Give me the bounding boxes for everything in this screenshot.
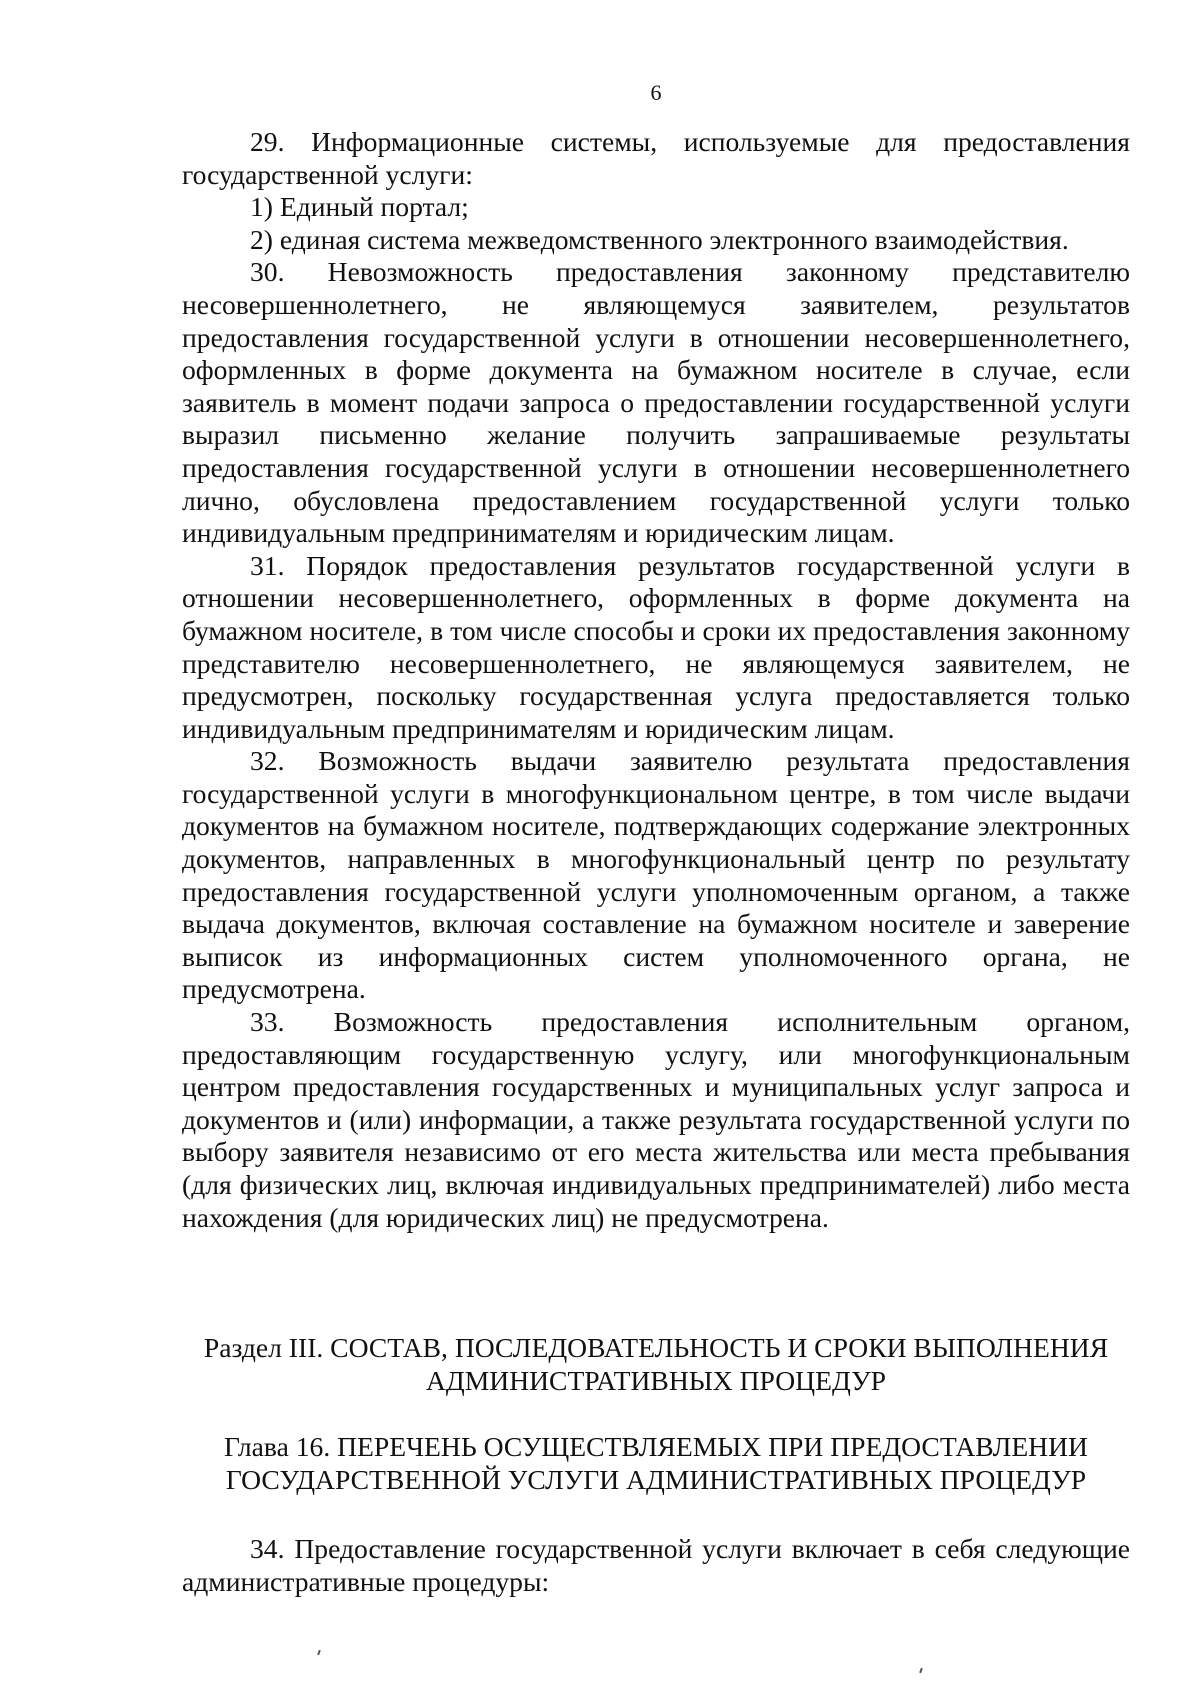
- paragraph-29: 29. Информационные системы, используемые для предоставления государственной услуги:: [182, 126, 1130, 190]
- list-item-29-1: 1) Единый портал;: [250, 191, 469, 223]
- section-heading: [182, 1331, 1130, 1397]
- paragraph-30: 30. Невозможность предоставления законному представителю несовершеннолетнего, не являющемуся заявителем, результатов предоставления государственной услуги в отношении несовершеннолетнего, оформленных в форме документа на бумажном носителе в случае, если заявитель в момент подачи запроса о предоставлении государственной услуги выразил письменно желание получить запрашиваемые результаты предоставления государственной услуги в отношении несовершеннолетнего лично, обусловлена предоставлением государственной услуги только индивидуальным предпринимателям и юридическим лицам.: [182, 256, 1130, 549]
- paragraph-34: 34. Предоставление государственной услуги включает в себя следующие административные процедуры:: [182, 1533, 1130, 1597]
- section-heading-line-1: Раздел III. СОСТАВ, ПОСЛЕДОВАТЕЛЬНОСТЬ И СРОКИ ВЫПОЛНЕНИЯ: [203, 1332, 1109, 1363]
- section-heading-line-2: АДМИНИСТРАТИВНЫХ ПРОЦЕДУР: [425, 1365, 886, 1396]
- page-number: 6: [650, 80, 662, 105]
- paragraph-32: 32. Возможность выдачи заявителю результата предоставления государственной услуги в многофункциональном центре, в том числе выдачи документов на бумажном носителе, подтверждающих содержание электронных документов, направленных в многофункциональный центр по результату предоставления государственной услуги уполномоченным органом, а также выдача документов, включая составление на бумажном носителе и заверение выписок из информационных систем уполномоченного органа, не предусмотрена.: [182, 745, 1130, 1005]
- chapter-heading: [182, 1430, 1130, 1496]
- chapter-heading-line-1: Глава 16. ПЕРЕЧЕНЬ ОСУЩЕСТВЛЯЕМЫХ ПРИ ПРЕДОСТАВЛЕНИИ: [224, 1431, 1088, 1462]
- document-page: [182, 0, 1130, 1694]
- closing-section: [182, 1533, 1130, 1598]
- document-body: [182, 126, 1130, 1234]
- paragraph-33: 33. Возможность предоставления исполнительным органом, предоставляющим государственную услугу, или многофункциональным центром предоставления государственных и муниципальных услуг запроса и документов и (или) информации, а также результата государственной услуги по выбору заявителя независимо от его места жительства или места пребывания (для физических лиц, включая индивидуальных предпринимателей) либо места нахождения (для юридических лиц) не предусмотрена.: [182, 1006, 1130, 1233]
- list-item-29-2: 2) единая система межведомственного электронного взаимодействия.: [250, 223, 1069, 255]
- chapter-heading-line-2: ГОСУДАРСТВЕННОЙ УСЛУГИ АДМИНИСТРАТИВНЫХ ПРОЦЕДУР: [225, 1464, 1087, 1495]
- paragraph-31: 31. Порядок предоставления результатов государственной услуги в отношении несовершеннолетнего, оформленных в форме документа на бумажном носителе, в том числе способы и сроки их предоставления законному представителю несовершеннолетнего, не являющемуся заявителем, не предусмотрен, поскольку государственная услуга предоставляется только индивидуальным предпринимателям и юридическим лицам.: [182, 549, 1130, 744]
